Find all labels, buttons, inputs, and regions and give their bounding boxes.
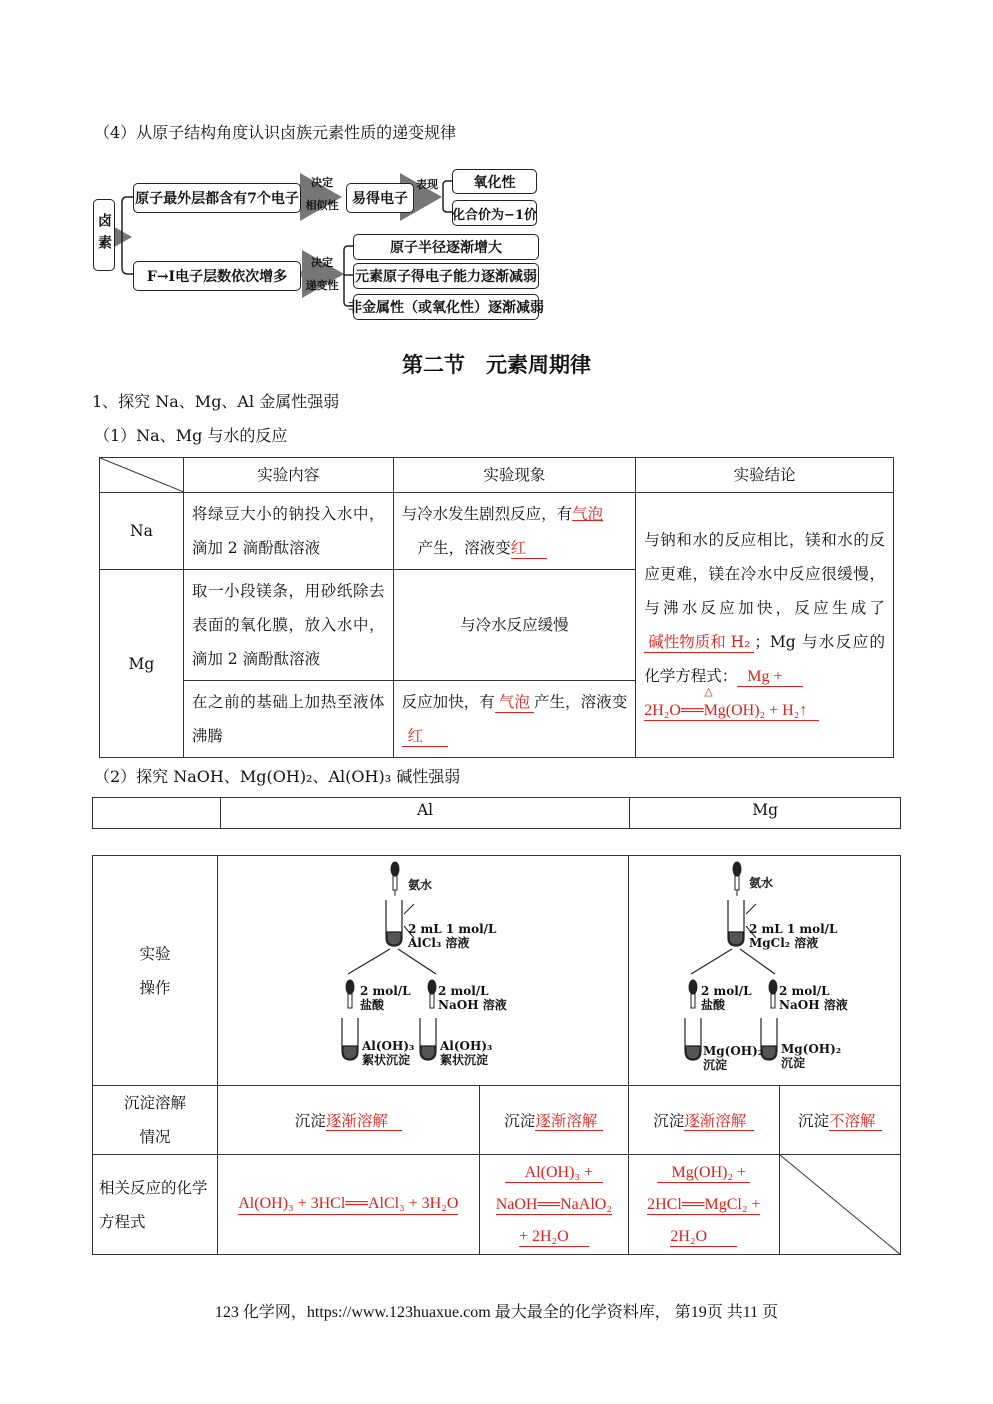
al-right-reagent-line2: NaOH 溶液	[438, 998, 507, 1012]
mg2-phen-blank1: 气泡	[495, 694, 534, 713]
halogen-heading: （4）从原子结构角度认识卤族元素性质的递变规律	[94, 123, 457, 142]
col-mg: Mg	[630, 798, 901, 829]
mg-right-dropper	[769, 980, 777, 1008]
na-phen-pre: 与冷水发生剧烈反应，有	[401, 505, 573, 523]
dissolve-value-2: 逐渐溶解	[535, 1113, 603, 1132]
na-label: Na	[100, 493, 184, 570]
al-right-dropper	[428, 980, 436, 1008]
mg-left-precip	[703, 1044, 763, 1072]
section-title: 第二节 元素周期律	[402, 352, 591, 377]
row-dissolve-label	[93, 1086, 218, 1155]
eq2-line2: NaOH══NaAlO₂	[496, 1196, 612, 1215]
al-solution-line1: 2 mL 1 mol/L	[408, 922, 497, 936]
mg-right-precip-line2: 沉淀	[781, 1056, 806, 1070]
dissolve-prefix-2: 沉淀	[504, 1111, 536, 1130]
conclusion-cell	[636, 493, 894, 758]
dissolve-mg-1	[629, 1086, 780, 1155]
header-blank	[93, 798, 221, 829]
mg-left-reagent-line2: 盐酸	[701, 998, 726, 1012]
mg-solution	[749, 922, 837, 950]
row-dissolve-text: 沉淀溶解情况	[123, 1094, 186, 1146]
na-phen-blank1: 气泡	[572, 505, 604, 523]
eq2-line3: + 2H₂O	[519, 1228, 589, 1247]
row-op-label	[93, 856, 218, 1086]
mg-left-dropper	[689, 980, 697, 1008]
na-mg-water-table	[99, 457, 894, 758]
col-al: Al	[220, 798, 629, 829]
mg-right-reagent-line2: NaOH 溶液	[779, 998, 848, 1012]
header-content: 实验内容	[183, 458, 393, 493]
branch2-label	[300, 256, 344, 292]
branch2-label-top: 决定	[311, 256, 333, 269]
al-left-dropper	[346, 980, 354, 1008]
oxidizing-box	[452, 169, 537, 194]
al-right-precip-line1: Al(OH)₃	[440, 1039, 493, 1053]
dissolve-prefix-4: 沉淀	[798, 1111, 830, 1130]
mg-left-precip-line1: Mg(OH)₂	[703, 1044, 764, 1058]
valence-text: 化合价为−1价	[452, 207, 537, 223]
mg1-phenomenon: 与冷水反应缓慢	[393, 570, 636, 681]
branch1-label	[300, 176, 344, 212]
mg-right-precip-line1: Mg(OH)₂	[781, 1042, 842, 1056]
eq3-cell	[629, 1155, 780, 1255]
mg2-content: 在之前的基础上加热至液体沸腾	[183, 681, 393, 758]
diagonal-header-cell	[100, 458, 184, 493]
al-left-precip	[362, 1039, 414, 1067]
base-header-table	[92, 797, 901, 829]
trend2-box	[353, 263, 539, 289]
easy-gain-text: 易得电子	[352, 191, 408, 207]
mg-dropper-top	[733, 862, 741, 896]
mg2-phenomenon	[393, 681, 636, 758]
mg2-phen-pre: 反应加快，有	[401, 693, 495, 711]
al-right-reagent-line1: 2 mol/L	[438, 984, 489, 998]
mg-right-tube	[761, 1018, 777, 1060]
branch2-text: F→I电子层数依次增多	[146, 269, 288, 285]
al-test-tube	[386, 900, 402, 946]
na-content: 将绿豆大小的钠投入水中，滴加 2 滴酚酞溶液	[183, 493, 393, 570]
dissolve-value-3: 逐渐溶解	[684, 1113, 754, 1132]
al-solution	[408, 922, 496, 950]
halogen-root: 卤素	[96, 213, 112, 257]
easy-gain-box	[346, 183, 414, 213]
dissolve-mg-2	[779, 1086, 900, 1155]
mg-left-precip-line2: 沉淀	[703, 1058, 728, 1072]
al-left-reagent-line2: 盐酸	[360, 998, 385, 1012]
sub1-heading: （1）Na、Mg 与水的反应	[94, 426, 288, 445]
al-operation-cell	[218, 856, 629, 1086]
dissolve-al-2	[479, 1086, 628, 1155]
mg-right-reagent-line1: 2 mol/L	[779, 984, 830, 998]
mg-label: Mg	[100, 570, 184, 758]
al-right-precip-line2: 絮状沉淀	[440, 1053, 489, 1067]
al-left-reagent-line1: 2 mol/L	[360, 984, 411, 998]
oxidizing-text: 氧化性	[473, 174, 516, 191]
diagonal-line	[100, 458, 184, 492]
item1-heading: 1、探究 Na、Mg、Al 金属性强弱	[92, 392, 340, 411]
row-eq-text: 相关反应的化学方程式	[99, 1178, 208, 1231]
al-left-precip-line2: 絮状沉淀	[362, 1053, 411, 1067]
trend2-text: 元素原子得电子能力逐渐减弱	[355, 269, 537, 285]
equation-part1: Mg +	[737, 668, 803, 687]
mg2-phen-blank2: 红	[402, 728, 448, 747]
branch2-label-bottom: 递变性	[305, 279, 339, 292]
trend3-box	[348, 294, 544, 320]
equation-condition: △	[704, 686, 713, 698]
mg-solution-line2: MgCl₂ 溶液	[749, 936, 819, 950]
page-footer: 123 化学网，https://www.123huaxue.com 最大最全的化学资料库， 第19页 共11 页	[214, 1304, 779, 1321]
mg-reagent: 氨水	[749, 876, 774, 890]
branch1-text: 原子最外层都含有7个电子	[135, 191, 299, 207]
trend3-text: 非金属性（或氧化性）逐渐减弱	[348, 300, 544, 316]
na-phenomenon	[393, 493, 636, 570]
dissolve-value-4: 不溶解	[829, 1113, 882, 1132]
al-right-precip	[440, 1039, 492, 1067]
eq3-line2: 2HCl══MgCl₂ +	[647, 1196, 760, 1215]
mg-operation-cell	[629, 856, 901, 1086]
halogen-root-box	[93, 199, 115, 271]
al-dropper-top	[391, 862, 399, 896]
conclusion-text: 与钠和水的反应相比，镁和水的反应更难，镁在冷水中反应很缓慢，与沸水反应加快，反应生成了	[644, 531, 885, 617]
na-phen-mid: 产生，溶液变	[417, 539, 511, 557]
valence-box	[452, 200, 537, 226]
eq1-cell	[218, 1155, 480, 1255]
manifest-label: 表现	[416, 178, 438, 191]
sub2-heading: （2）探究 NaOH、Mg(OH)₂、Al(OH)₃ 碱性强弱	[94, 767, 461, 786]
al-right-tube	[420, 1018, 436, 1060]
dissolve-prefix-3: 沉淀	[653, 1111, 685, 1130]
branch1-label-bottom: 相似性	[305, 199, 339, 212]
na-phen-blank2: 红	[511, 540, 547, 559]
eq1: Al(OH)₃ + 3HCl══AlCl₃ + 3H₂O	[238, 1195, 458, 1214]
header-conclusion: 实验结论	[636, 458, 894, 493]
conclusion-blank: 碱性物质和 H₂	[644, 634, 754, 653]
dissolve-prefix-1: 沉淀	[294, 1111, 326, 1130]
al-right-reagent	[438, 984, 507, 1012]
mg-left-reagent-line1: 2 mol/L	[701, 984, 752, 998]
eq2-line1: Al(OH)₃ +	[505, 1164, 603, 1183]
header-phenomenon: 实验现象	[393, 458, 636, 493]
equation-part2: 2H₂O══Mg(OH)₂ + H₂↑	[644, 702, 808, 719]
mg-left-tube	[685, 1018, 701, 1060]
mg-left-reagent	[701, 984, 752, 1012]
mg1-content: 取一小段镁条，用砂纸除去表面的氧化膜，放入水中，滴加 2 滴酚酞溶液	[183, 570, 393, 681]
al-solution-line2: AlCl₃ 溶液	[408, 936, 470, 950]
eq-empty-diagonal	[780, 1155, 901, 1255]
eq-empty-cell	[779, 1155, 900, 1255]
eq3-line1: Mg(OH)₂ +	[657, 1164, 750, 1183]
trend1-text: 原子半径逐渐增大	[390, 240, 502, 256]
equation-part2-wrap	[644, 686, 819, 721]
branch1-box	[133, 183, 301, 213]
al-left-tube	[342, 1018, 358, 1060]
conclusion-mid: ；Mg 与水反应的化学方程式：	[644, 633, 885, 685]
mg-test-tube	[728, 900, 744, 946]
row-eq-label	[93, 1155, 218, 1255]
mg-solution-line1: 2 mL 1 mol/L	[749, 922, 838, 936]
eq2-cell	[479, 1155, 628, 1255]
row-op-text: 实验操作	[139, 944, 171, 997]
dissolve-al-1	[218, 1086, 480, 1155]
eq3-line3: 2H₂O	[670, 1228, 737, 1247]
mg-right-precip	[781, 1042, 841, 1070]
mg2-phen-mid: 产生，溶液变	[533, 693, 628, 711]
trend1-box	[353, 234, 539, 260]
dissolve-value-1: 逐渐溶解	[326, 1113, 402, 1132]
halogen-diagram	[0, 0, 993, 330]
base-experiment-table	[92, 855, 901, 1255]
al-reagent: 氨水	[408, 878, 433, 892]
al-left-precip-line1: Al(OH)₃	[362, 1039, 415, 1053]
branch2-box	[133, 261, 301, 291]
al-left-reagent	[360, 984, 411, 1012]
branch1-label-top: 决定	[311, 176, 333, 189]
mg-right-reagent	[779, 984, 848, 1012]
